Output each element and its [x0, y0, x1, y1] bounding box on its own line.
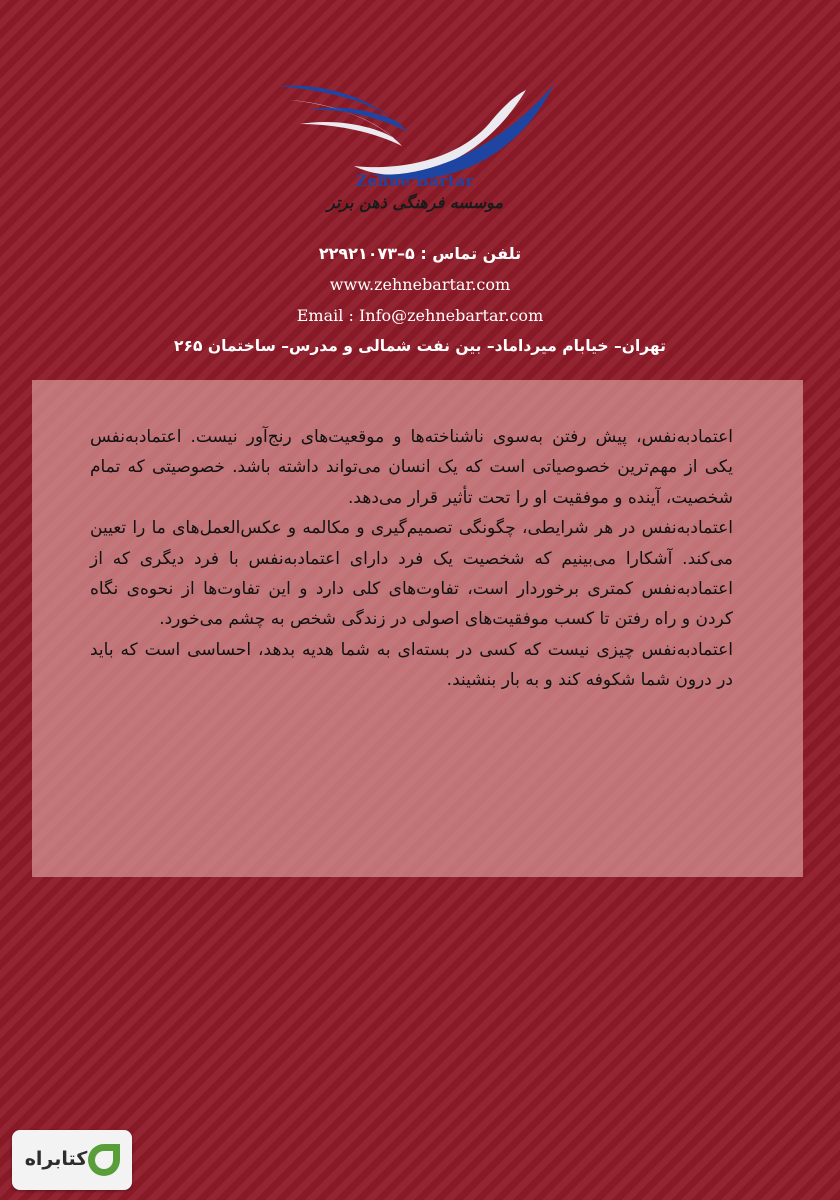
ketabrah-label: کتابراه	[24, 1148, 88, 1170]
ketabrah-badge[interactable]	[12, 1130, 132, 1190]
ketabrah-logo-icon	[86, 1142, 122, 1178]
contact-info	[0, 238, 840, 362]
description-paragraph: اعتمادبه‌نفس در هر شرایطی، چگونگی تصمیم‌گیری و مکالمه و عکس‌العمل‌های ما را تعیین می‌کند. آشکارا می‌بینیم که شخصیت یک فرد دارای اعتمادبه‌نفس با فرد دیگری که از اعتمادبه‌نفس کمتری برخوردار است، تفاوت‌های کلی دارد و این تفاوت‌ها از نحوه‌ی نگاه کردن و راه رفتن تا کسب موفقیت‌های اصولی در زندگی شخص به چشم می‌خورد.	[90, 518, 733, 630]
zehne-bartar-swoosh-icon	[270, 80, 560, 180]
publisher-logo	[270, 80, 560, 230]
publisher-latin-name: Zehne Bartar	[356, 172, 474, 190]
contact-phone: تلفن تماس : ۵–۲۲۹۲۱۰۷۳	[318, 244, 522, 263]
description-text	[90, 422, 733, 696]
contact-website: www.zehnebartar.com	[329, 275, 511, 294]
publisher-persian-name: موسسه فرهنگی ذهن برتر	[326, 193, 504, 212]
description-box	[32, 380, 803, 877]
description-paragraph: اعتمادبه‌نفس چیزی نیست که کسی در بسته‌ای به شما هدیه بدهد، احساسی است که باید در درون شما شکوفه کند و به بار بنشیند.	[90, 639, 733, 691]
contact-address: تهران– خیابام میرداماد– بین نفت شمالی و مدرس– ساختمان ۲۶۵	[174, 337, 666, 355]
description-paragraph: اعتمادبه‌نفس، پیش رفتن به‌سوی ناشناخته‌ها و موقعیت‌های رنج‌آور نیست. اعتمادبه‌نفس یکی از مهم‌ترین خصوصیاتی است که یک انسان می‌تواند داشته باشد. خصوصیتی که تمام شخصیت، آینده و موفقیت او را تحت تأثیر قرار می‌دهد.	[90, 427, 733, 508]
contact-email: Email : Info@zehnebartar.com	[296, 306, 544, 325]
